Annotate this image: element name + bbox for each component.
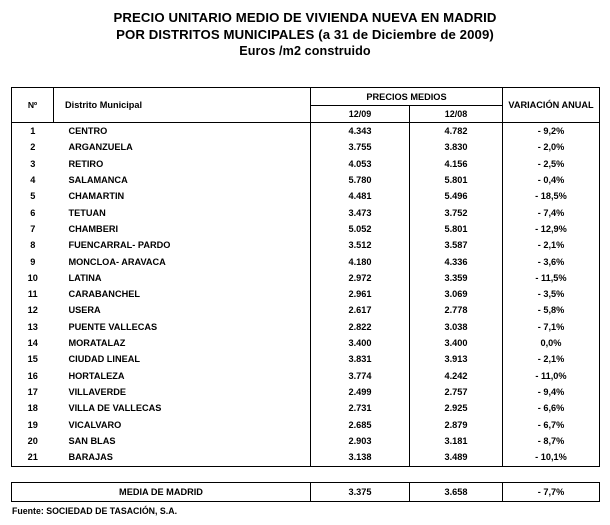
row-district-name: SALAMANCA <box>54 172 311 188</box>
row-price-12-09: 2.685 <box>311 417 410 433</box>
row-variacion-anual: - 10,1% <box>503 449 600 466</box>
table-row <box>12 400 600 416</box>
row-district-name: CHAMARTIN <box>54 188 311 204</box>
row-price-12-09: 5.052 <box>311 221 410 237</box>
row-district-name: CIUDAD LINEAL <box>54 351 311 367</box>
row-variacion-anual: - 11,5% <box>503 270 600 286</box>
row-number: 14 <box>12 335 54 351</box>
row-variacion-anual: - 2,1% <box>503 351 600 367</box>
row-price-12-08: 3.359 <box>410 270 503 286</box>
row-district-name: USERA <box>54 302 311 318</box>
summary-table <box>11 482 600 502</box>
table-body <box>12 123 600 467</box>
row-number: 6 <box>12 205 54 221</box>
table-row <box>12 417 600 433</box>
row-district-name: PUENTE VALLECAS <box>54 319 311 335</box>
row-price-12-09: 3.473 <box>311 205 410 221</box>
row-variacion-anual: - 3,5% <box>503 286 600 302</box>
table-row <box>12 123 600 140</box>
row-price-12-08: 4.242 <box>410 368 503 384</box>
table-row <box>12 449 600 466</box>
table-row <box>12 156 600 172</box>
summary-value-variacion: - 7,7% <box>503 483 600 502</box>
row-district-name: MONCLOA- ARAVACA <box>54 254 311 270</box>
summary-label: MEDIA DE MADRID <box>12 483 311 502</box>
row-price-12-08: 5.801 <box>410 172 503 188</box>
row-number: 12 <box>12 302 54 318</box>
row-variacion-anual: - 3,6% <box>503 254 600 270</box>
row-district-name: SAN BLAS <box>54 433 311 449</box>
row-price-12-09: 3.755 <box>311 139 410 155</box>
row-price-12-09: 4.481 <box>311 188 410 204</box>
row-price-12-08: 4.336 <box>410 254 503 270</box>
row-price-12-08: 3.069 <box>410 286 503 302</box>
row-price-12-08: 2.757 <box>410 384 503 400</box>
row-district-name: ARGANZUELA <box>54 139 311 155</box>
column-header-precios-medios: PRECIOS MEDIOS <box>311 88 503 106</box>
row-number: 9 <box>12 254 54 270</box>
row-price-12-09: 5.780 <box>311 172 410 188</box>
row-number: 7 <box>12 221 54 237</box>
row-district-name: BARAJAS <box>54 449 311 466</box>
price-table <box>11 87 600 467</box>
row-price-12-09: 3.774 <box>311 368 410 384</box>
title-line-2: POR DISTRITOS MUNICIPALES (a 31 de Diciembre de 2009) <box>116 27 494 42</box>
row-district-name: CHAMBERI <box>54 221 311 237</box>
row-variacion-anual: - 6,7% <box>503 417 600 433</box>
table-row <box>12 205 600 221</box>
summary-row <box>12 483 600 502</box>
source-note: Fuente: SOCIEDAD DE TASACIÓN, S.A. <box>12 506 178 516</box>
row-number: 3 <box>12 156 54 172</box>
row-district-name: RETIRO <box>54 156 311 172</box>
table-row <box>12 188 600 204</box>
row-price-12-08: 2.778 <box>410 302 503 318</box>
table-row <box>12 319 600 335</box>
row-district-name: MORATALAZ <box>54 335 311 351</box>
row-price-12-08: 3.587 <box>410 237 503 253</box>
summary-value-12-09: 3.375 <box>311 483 410 502</box>
row-variacion-anual: - 7,4% <box>503 205 600 221</box>
page-title <box>0 9 610 60</box>
table-row <box>12 433 600 449</box>
row-price-12-09: 4.343 <box>311 123 410 140</box>
table-row <box>12 172 600 188</box>
row-district-name: VILLA DE VALLECAS <box>54 400 311 416</box>
row-number: 11 <box>12 286 54 302</box>
table-row <box>12 335 600 351</box>
row-variacion-anual: - 7,1% <box>503 319 600 335</box>
row-price-12-08: 3.830 <box>410 139 503 155</box>
row-variacion-anual: - 6,6% <box>503 400 600 416</box>
row-variacion-anual: - 9,4% <box>503 384 600 400</box>
row-price-12-09: 2.822 <box>311 319 410 335</box>
row-variacion-anual: - 2,0% <box>503 139 600 155</box>
row-price-12-09: 3.512 <box>311 237 410 253</box>
row-price-12-09: 3.138 <box>311 449 410 466</box>
row-number: 15 <box>12 351 54 367</box>
column-header-12-09: 12/09 <box>311 106 410 123</box>
row-district-name: HORTALEZA <box>54 368 311 384</box>
row-number: 1 <box>12 123 54 140</box>
row-number: 13 <box>12 319 54 335</box>
row-number: 4 <box>12 172 54 188</box>
row-price-12-09: 4.053 <box>311 156 410 172</box>
row-number: 20 <box>12 433 54 449</box>
row-number: 21 <box>12 449 54 466</box>
table-row <box>12 384 600 400</box>
table-row <box>12 254 600 270</box>
table-row <box>12 351 600 367</box>
row-price-12-08: 2.925 <box>410 400 503 416</box>
table-row <box>12 270 600 286</box>
row-number: 5 <box>12 188 54 204</box>
row-variacion-anual: - 2,1% <box>503 237 600 253</box>
row-variacion-anual: - 8,7% <box>503 433 600 449</box>
row-price-12-09: 2.731 <box>311 400 410 416</box>
row-price-12-08: 3.752 <box>410 205 503 221</box>
row-price-12-08: 4.156 <box>410 156 503 172</box>
row-district-name: TETUAN <box>54 205 311 221</box>
row-district-name: CARABANCHEL <box>54 286 311 302</box>
row-district-name: CENTRO <box>54 123 311 140</box>
table-row <box>12 139 600 155</box>
row-price-12-08: 5.496 <box>410 188 503 204</box>
row-price-12-08: 4.782 <box>410 123 503 140</box>
table-row <box>12 286 600 302</box>
title-line-3: Euros /m2 construido <box>239 44 371 58</box>
row-price-12-09: 4.180 <box>311 254 410 270</box>
row-number: 10 <box>12 270 54 286</box>
row-price-12-08: 5.801 <box>410 221 503 237</box>
row-price-12-09: 2.617 <box>311 302 410 318</box>
table-row <box>12 221 600 237</box>
column-header-district: Distrito Municipal <box>54 88 311 123</box>
row-price-12-08: 3.181 <box>410 433 503 449</box>
row-number: 18 <box>12 400 54 416</box>
table-row <box>12 302 600 318</box>
row-variacion-anual: - 18,5% <box>503 188 600 204</box>
column-header-number: Nº <box>12 88 54 123</box>
column-header-variacion-anual: VARIACIÓN ANUAL <box>503 88 600 123</box>
row-number: 19 <box>12 417 54 433</box>
row-number: 17 <box>12 384 54 400</box>
row-price-12-08: 2.879 <box>410 417 503 433</box>
row-variacion-anual: - 11,0% <box>503 368 600 384</box>
row-price-12-08: 3.913 <box>410 351 503 367</box>
row-district-name: VICALVARO <box>54 417 311 433</box>
row-variacion-anual: - 2,5% <box>503 156 600 172</box>
row-variacion-anual: - 5,8% <box>503 302 600 318</box>
row-price-12-09: 2.499 <box>311 384 410 400</box>
row-price-12-08: 3.489 <box>410 449 503 466</box>
row-number: 8 <box>12 237 54 253</box>
row-variacion-anual: 0,0% <box>503 335 600 351</box>
row-district-name: VILLAVERDE <box>54 384 311 400</box>
row-variacion-anual: - 12,9% <box>503 221 600 237</box>
row-price-12-08: 3.038 <box>410 319 503 335</box>
column-header-12-08: 12/08 <box>410 106 503 123</box>
row-price-12-09: 2.961 <box>311 286 410 302</box>
row-district-name: LATINA <box>54 270 311 286</box>
row-district-name: FUENCARRAL- PARDO <box>54 237 311 253</box>
table-header-row-primary <box>12 88 600 106</box>
row-price-12-09: 3.831 <box>311 351 410 367</box>
row-price-12-09: 2.903 <box>311 433 410 449</box>
row-price-12-09: 3.400 <box>311 335 410 351</box>
table-row <box>12 368 600 384</box>
row-variacion-anual: - 9,2% <box>503 123 600 140</box>
title-line-1: PRECIO UNITARIO MEDIO DE VIVIENDA NUEVA EN MADRID <box>113 10 497 25</box>
summary-value-12-08: 3.658 <box>410 483 503 502</box>
row-number: 16 <box>12 368 54 384</box>
row-number: 2 <box>12 139 54 155</box>
table-header <box>12 88 600 123</box>
table-row <box>12 237 600 253</box>
row-variacion-anual: - 0,4% <box>503 172 600 188</box>
row-price-12-09: 2.972 <box>311 270 410 286</box>
row-price-12-08: 3.400 <box>410 335 503 351</box>
